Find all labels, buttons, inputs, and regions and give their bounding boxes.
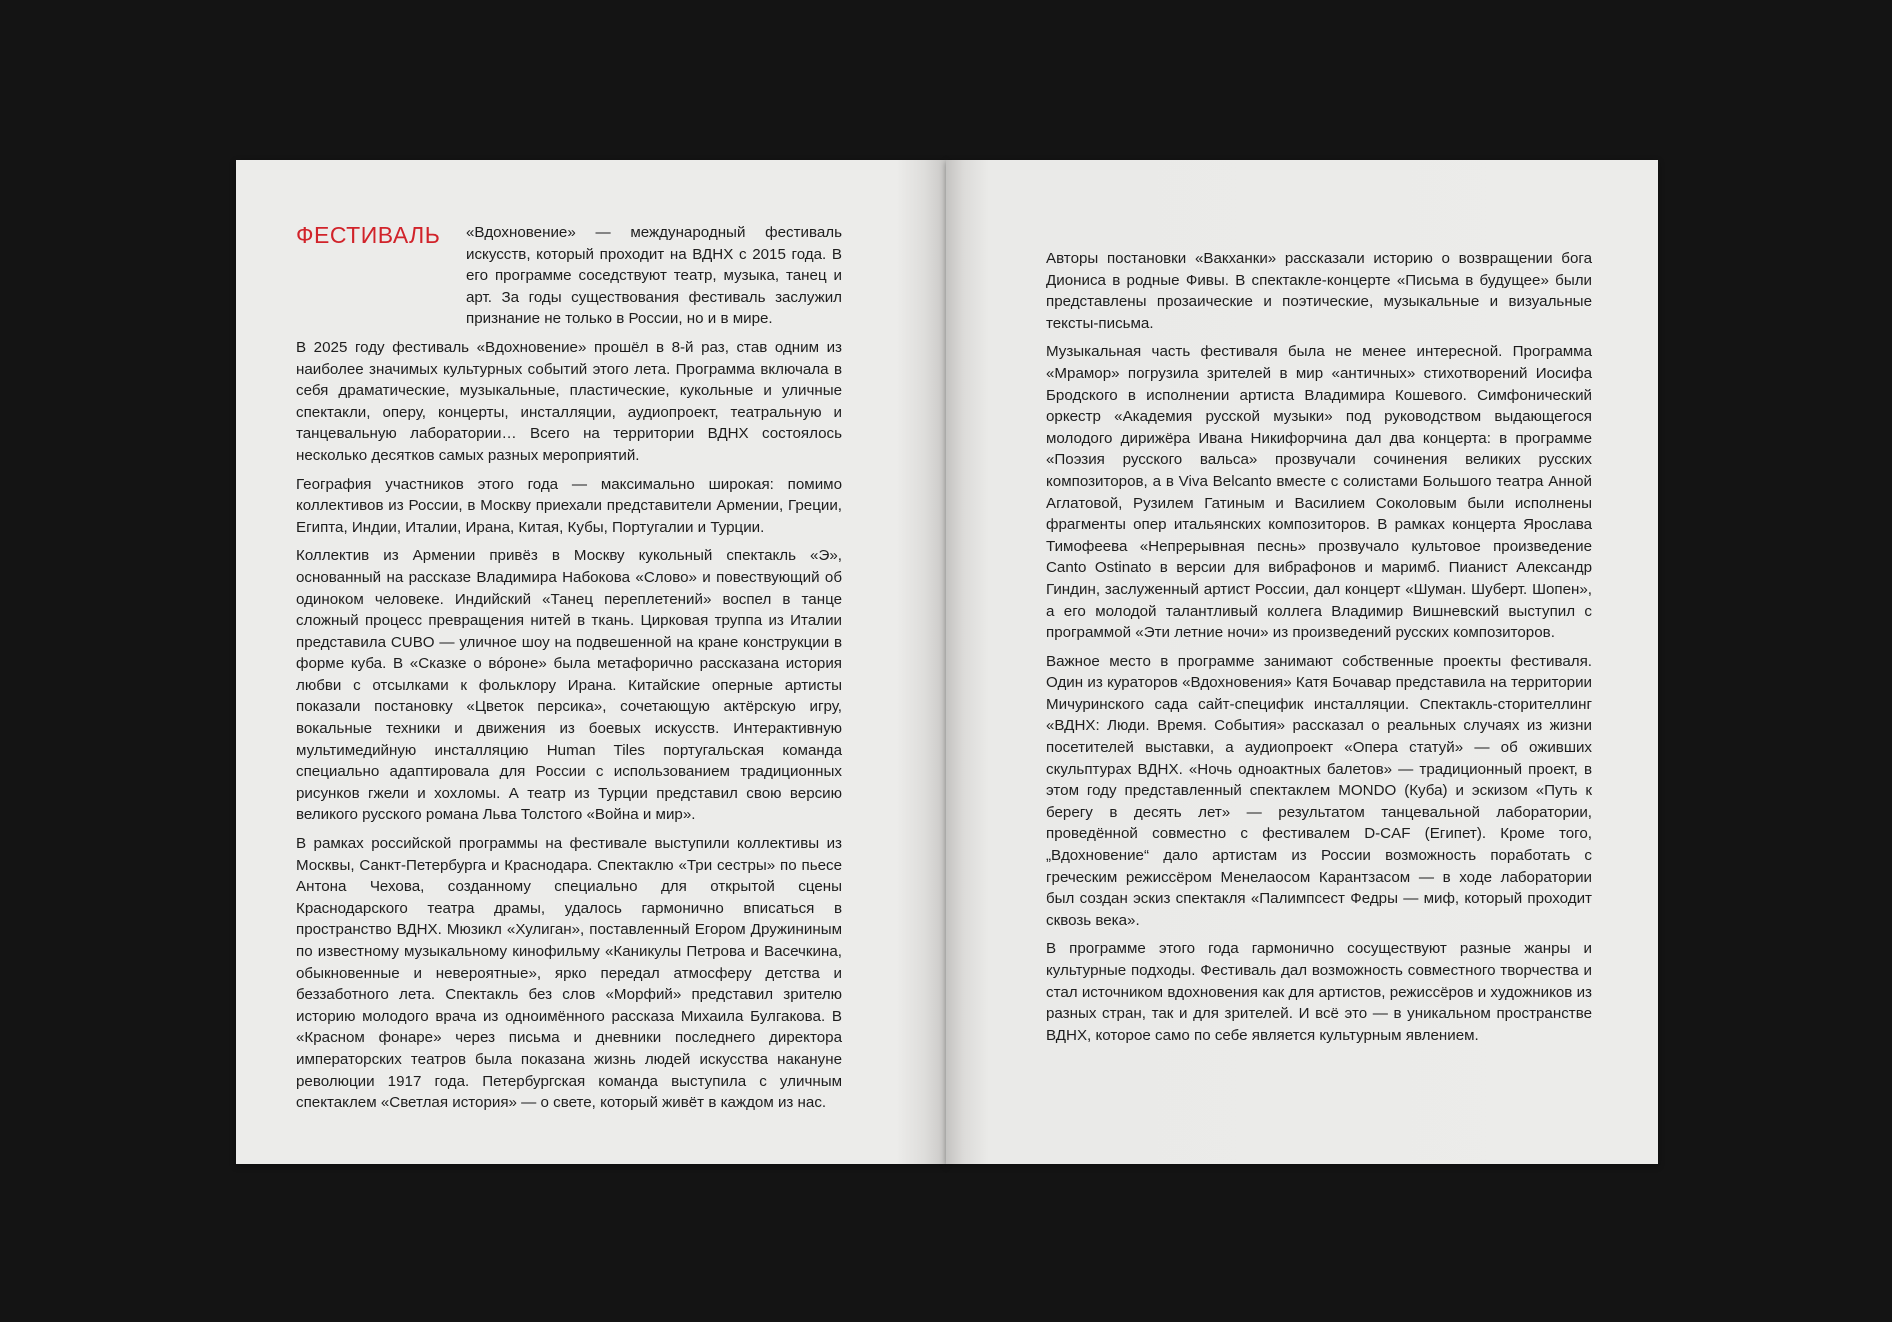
paragraph: Авторы постановки «Вакханки» рассказали историю о возвращении бога Диониса в родные Фивы. В спектакле-концерте «Письма в будущее» были представлены прозаические и поэтические, музыкальные и визуальные тексты-письма.: [1046, 250, 1592, 332]
paragraph: Коллектив из Армении привёз в Москву кукольный спектакль «Э», основанный на рассказе Владимира Набокова «Слово» и повествующий об одиноком человеке. Индийский «Танец переплетений» воспел в танце сложный процесс превращения нитей в ткань. Цирковая труппа из Италии представила CUBO — уличное шоу на подвешенной на кране конструкции в форме куба. В «Сказке о вóроне» была метафорично рассказана история любви с отсылками к фольклору Ирана. Китайские оперные артисты показали постановку «Цветок персика», сочетающую актёрскую игру, вокальные техники и движения из боевых искусств. Интерактивную мультимедийную инсталляцию Human Tiles португальская команда специально адаптировала для России с использованием традиционных рисунков гжели и хохломы. А театр из Турции представил свою версию великого русского романа Льва Толстого «Война и мир».: [296, 547, 842, 824]
section-heading: ФЕСТИВАЛЬ: [296, 222, 441, 248]
paragraph: Музыкальная часть фестиваля была не менее интересной. Программа «Мрамор» погрузила зрителей в мир «античных» стихотворений Иосифа Бродского в исполнении артиста Владимира Кошевого. Симфонический оркестр «Академия русской музыки» под руководством выдающегося молодого дирижёра Ивана Никифорчина дал два концерта: в программе «Поэзия русского вальса» прозвучали сочинения великих русских композиторов, а в Viva Belcanto вместе с солистами Большого театра Анной Аглатовой, Рузилем Гатиным и Василием Соколовым были исполнены фрагменты опер итальянских композиторов. В рамках концерта Ярослава Тимофеева «Непрерывная песнь» прозвучало культовое произведение Canto Ostinato в версии для вибрафонов и маримб. Пианист Александр Гиндин, заслуженный артист России, дал концерт «Шуман. Шуберт. Шопен», а его молодой талантливый коллега Владимир Вишневский выступил с программой «Эти летние ночи» из произведений русских композиторов.: [1046, 343, 1592, 642]
paragraph: «Вдохновение» — международный фестиваль искусств, который проходит на ВДНХ с 2015 года. В его программе соседствуют театр, музыка, танец и арт. За годы существования фестиваль заслужил признание не только в России, но и в мире.: [466, 224, 842, 328]
right-text-column: [1046, 248, 1592, 1053]
right-page: [946, 160, 1658, 1164]
paragraph: В программе этого года гармонично сосуществуют разные жанры и культурные подходы. Фестиваль дал возможность совместного творчества и стал источником вдохновения как для артистов, режиссёров и художников из разных стран, так и для зрителей. И всё это — в уникальном пространстве ВДНХ, которое само по себе является культурным явлением.: [1046, 940, 1592, 1044]
paragraph: Важное место в программе занимают собственные проекты фестиваля. Один из кураторов «Вдохновения» Катя Бочавар представила на территории Мичуринского сада сайт-специфик инсталляции. Спектакль-сторителлинг «ВДНХ: Люди. Время. События» рассказал о реальных случаях из жизни посетителей выставки, а аудиопроект «Опера статуй» — об оживших скульптурах ВДНХ. «Ночь одноактных балетов» — традиционный проект, в этом году представленный спектаклем MONDO (Куба) и эскизом «Путь к берегу в десять лет» — результатом танцевальной лаборатории, проведённой совместно с фестивалем D-CAF (Египет). Кроме того, „Вдохновение“ дало артистам из России возможность поработать с греческим режиссёром Менелаосом Карантзасом — в ходе лаборатории был создан эскиз спектакля «Палимпсест Федры — миф, который проходит сквозь века».: [1046, 652, 1592, 929]
paragraph: В 2025 году фестиваль «Вдохновение» прошёл в 8-й раз, став одним из наиболее значимых культурных событий этого лета. Программа включала в себя драматические, музыкальные, пластические, кукольные и уличные спектакли, оперу, концерты, инсталляции, аудиопроект, театральную и танцевальную лаборатории… Всего на территории ВДНХ состоялось несколько десятков самых разных мероприятий.: [296, 338, 842, 464]
left-page: [236, 160, 946, 1164]
left-text-column: [296, 222, 842, 1121]
paragraph: В рамках российской программы на фестивале выступили коллективы из Москвы, Санкт-Петербурга и Краснодара. Спектаклю «Три сестры» по пьесе Антона Чехова, созданному специально для открытой сцены Краснодарского театра драмы, удалось гармонично вписаться в пространство ВДНХ. Мюзикл «Хулиган», поставленный Егором Дружининым по известному музыкальному кинофильму «Каникулы Петрова и Васечкина, обыкновенные и невероятные», ярко передал атмосферу детства и беззаботного лета. Спектакль без слов «Морфий» представил зрителю историю молодого врача из одноимённого рассказа Михаила Булгакова. В «Красном фонаре» через письма и дневники последнего директора императорских театров была показана жизнь людей искусства накануне революции 1917 года. Петербургская команда выступила с уличным спектаклем «Светлая история» — о свете, который живёт в каждом из нас.: [296, 835, 842, 1112]
paragraph: География участников этого года — максимально широкая: помимо коллективов из России, в Москву приехали представители Армении, Греции, Египта, Индии, Италии, Ирана, Китая, Кубы, Португалии и Турции.: [296, 475, 842, 536]
